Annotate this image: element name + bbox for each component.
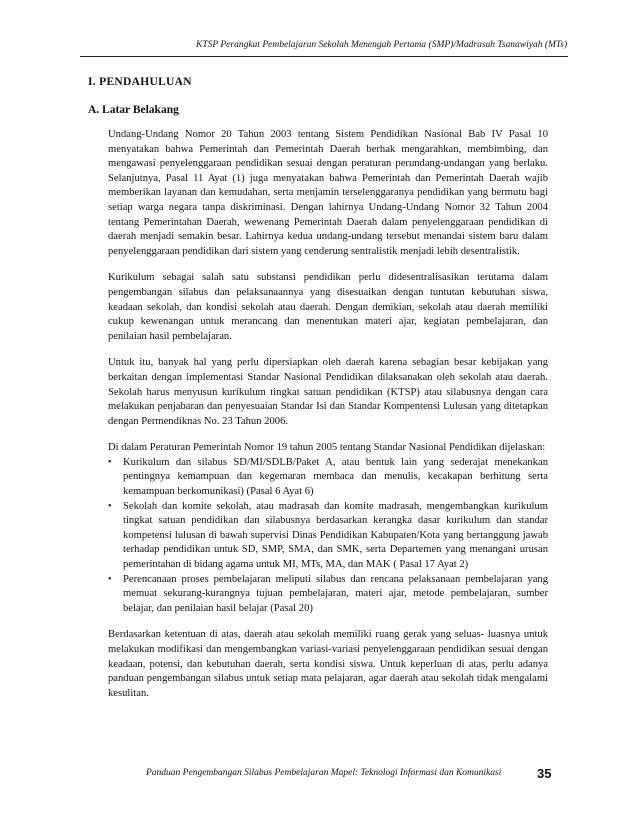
list-item-text: Perencanaan proses pembelajaran meliputi silabus dan rencana pelaksanaan pembelajaran yang memuat sekurang-kurangnya tujuan pembelajaran, materi ajar, metode pembelajaran, sumber belajar, dan penilaian hasil belajar (Pasal 20) [123,573,548,614]
list-intro: Di dalam Peraturan Pemerintah Nomor 19 tahun 2005 tentang Standar Nasional Pendidikan dijelaskan: [108,442,546,454]
closing-paragraph: Berdasarkan ketentuan di atas, daerah atau sekolah memiliki ruang gerak yang seluas- luasnya untuk melakukan modifikasi dan mengembangkan variasi-variasi penyelenggaraan pendidikan sesuai dengan keadaan, potensi, dan kebutuhan daerah, serta kondisi siswa. Untuk keperluan di atas, perlu adanya panduan pengembangan silabus untuk setiap mata pelajaran, agar daerah atau sekolah tidak mengalami kesulitan. [108,629,548,699]
header-rule [80,56,568,57]
paragraph: Undang-Undang Nomor 20 Tahun 2003 tentang Sistem Pendidikan Nasional Bab IV Pasal 10 menyatakan bahwa Pemerintah dan Pemerintah Daerah berhak mengarahkan, membimbing, dan mengawasi penyelenggaraan pendidikan sesuai dengan peraturan perundang-undangan yang berlaku. Selanjutnya, Pasal 11 Ayat (1) juga menyatakan bahwa Pemerintah dan Pemerintah Daerah wajib memberikan layanan dan kemudahan, serta menjamin terselenggaranya pendidikan yang bermutu bagi setiap warga negara tanpa diskriminasi. Dengan lahirnya Undang-Undang Nomor 32 Tahun 2004 tentang Pemerintahan Daerah, wewenang Pemerintah Daerah dalam penyelenggaraan pendidikan di daerah menjadi semakin besar. Lahirnya kedua undang-undang tersebut menandai sistem baru dalam penyelenggaraan pendidikan dari sistem yang cenderung sentralistik menjadi lebih desentralistik. [108,129,548,257]
bullet-icon: • [108,500,112,512]
bullet-icon: • [108,456,112,468]
subsection-heading: A. Latar Belakang [88,104,179,116]
bullet-icon: • [108,573,112,585]
list-item [108,456,548,500]
bullet-list [108,456,548,617]
list-item-text: Sekolah dan komite sekolah, atau madrasah dan komite madrasah, mengembangkan kurikulum tingkat satuan pendidikan dan silabusnya berdasarkan kerangka dasar kurikulum dan standar kompetensi lulusan di bawah supervisi Dinas Pendidikan Kabupaten/Kota yang bertanggung jawab terhadap pendidikan untuk SD, SMP, SMA, dan SMK, serta Departemen yang menangani urusan pemerintahan di bidang agama untuk MI, MTs, MA, dan MAK ( Pasal 17 Ayat 2) [123,500,548,571]
section-heading: I. PENDAHULUAN [88,76,192,88]
running-header: KTSP Perangkat Pembelajaran Sekolah Menengah Pertama (SMP)/Madrasah Tsanawiyah (MTs) [196,40,568,50]
running-footer: Panduan Pengembangan Silabus Pembelajaran Mapel: Teknologi Informasi dan Komunikasi [146,768,502,778]
list-item [108,500,548,573]
page-number: 35 [537,766,552,781]
list-item-text: Kurikulum dan silabus SD/MI/SDLB/Paket A, atau bentuk lain yang sederajat menekankan pentingnya kemampuan dan kegemaran membaca dan menulis, kecakapan berhitung serta kemampuan berkomunikasi) (Pasal 6 Ayat 6) [123,456,548,498]
list-item [108,573,548,617]
body-text [108,128,548,713]
paragraph: Kurikulum sebagai salah satu substansi pendidikan perlu didesentralisasikan terutama dalam pengembangan silabus dan pelaksanaannya yang disesuaikan dengan tuntutan kebutuhan siswa, keadaan sekolah, dan kondisi sekolah atau daerah. Dengan demikian, sekolah atau daerah memiliki cukup kewenangan untuk merancang dan menentukan materi ajar, kegiatan pembelajaran, dan penilaian hasil pembelajaran. [108,272,548,342]
paragraph: Untuk itu, banyak hal yang perlu dipersiapkan oleh daerah karena sebagian besar kebijakan yang berkaitan dengan implementasi Standar Nasional Pendidikan dilaksanakan oleh sekolah atau daerah. Sekolah harus menyusun kurikulum tingkat satuan pendidikan (KTSP) atau silabusnya dengan cara melakukan penjabaran dan penyesuaian Standar Isi dan Standar Kompentensi Lulusan yang ditetapkan dengan Permendiknas No. 23 Tahun 2006. [108,357,548,427]
